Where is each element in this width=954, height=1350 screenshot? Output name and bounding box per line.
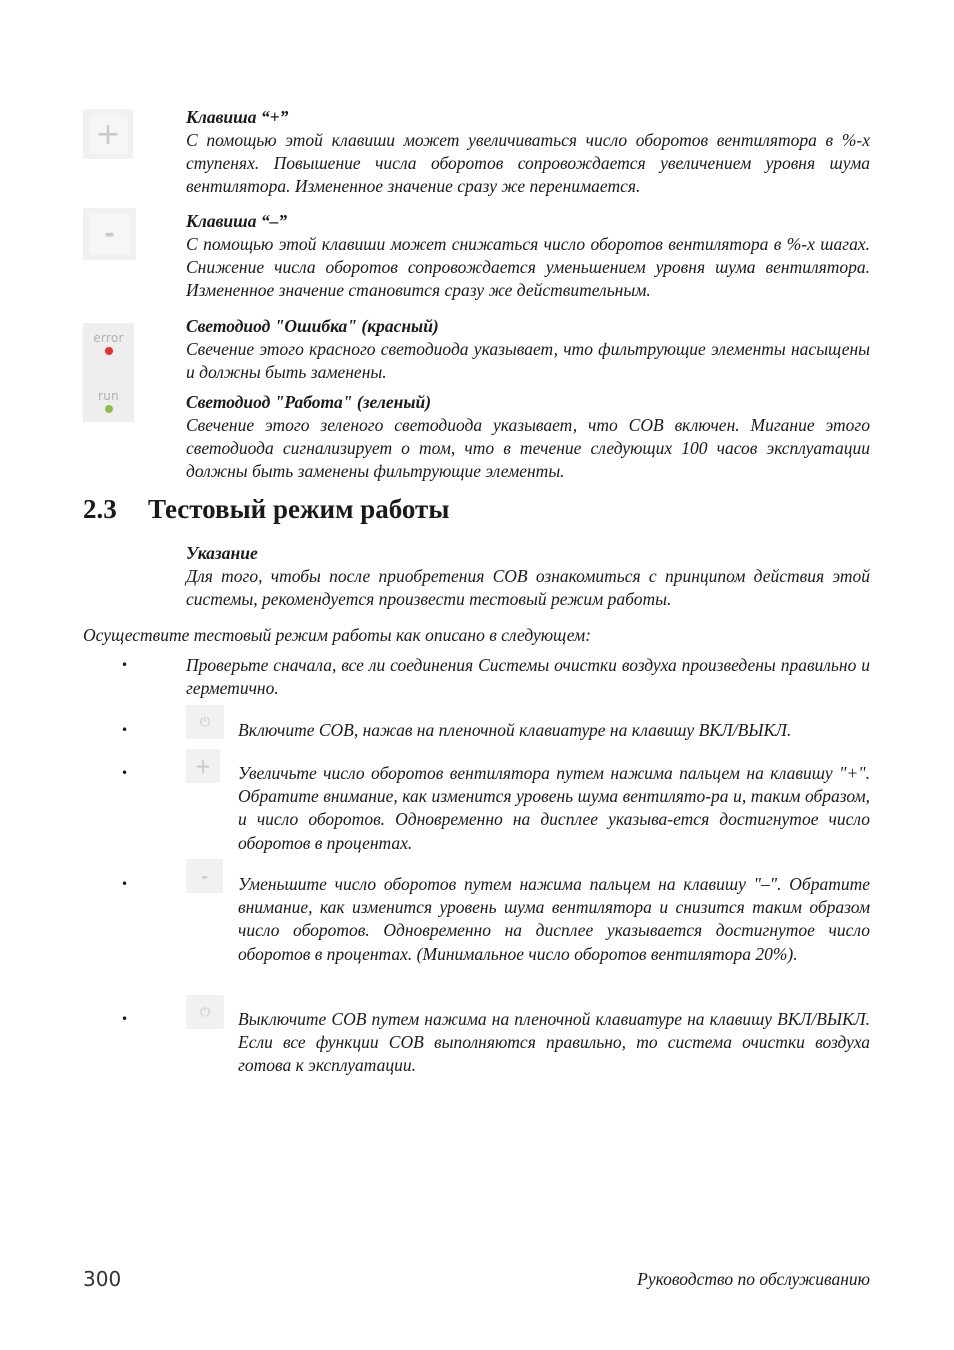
power-icon: ⏻ — [186, 995, 224, 1029]
plus-key-text: С помощью этой клавиши может увеличиваться число оборотов вентилятора в %-х ступенях. Повышение числа оборотов сопровождается увеличением уровня шума вентилятора. Измененное значение сразу же перенимается. — [186, 130, 870, 197]
error-led-icon — [105, 347, 113, 355]
plus-icon: + — [186, 749, 220, 783]
bullet: • — [121, 766, 129, 780]
page-number: 300 — [83, 1267, 122, 1291]
error-led-text: Свечение этого красного светодиода указывает, что фильтрующие элементы насыщены и должны быть заменены. — [186, 339, 870, 383]
plus-key-title: Клавиша “+” — [186, 107, 289, 127]
minus-key-description — [186, 210, 870, 303]
run-led-title: Светодиод "Работа" (зеленый) — [186, 392, 432, 412]
run-led-text: Свечение этого зеленого светодиода указывает, что СОВ включен. Мигание этого светодиода сигнализирует о том, что в течение следующих 100 часов эксплуатации должны быть заменены фильтрующие элементы. — [186, 415, 870, 482]
minus-key-text: С помощью этой клавиши может снижаться число оборотов вентилятора в %-х шагах. Снижение числа оборотов сопровождается уменьшением уровня шума вентилятора. Измененное значение становится сразу же действительным. — [186, 234, 870, 301]
section-number: 2.3 — [83, 494, 117, 524]
step-increase-speed: Увеличьте число оборотов вентилятора путем нажима пальцем на клавишу "+". Обратите внимание, как изменится уровень шума вентилято-ра и, таким образом, и число оборотов. Одновременно на дисплее указыва-ется достигнутое число оборотов в процентах. — [238, 763, 870, 853]
run-led-icon — [105, 405, 113, 413]
plus-key-description — [186, 106, 870, 199]
minus-key-icon — [83, 208, 136, 260]
error-led-label: error — [93, 331, 124, 345]
minus-key-title: Клавиша “–” — [186, 211, 288, 231]
note-block — [186, 542, 870, 611]
plus-icon: + — [89, 115, 128, 154]
footer-title: Руководство по обслуживанию — [637, 1269, 870, 1289]
note-text: Для того, чтобы после приобретения СОВ ознакомиться с принципом действия этой системы, рекомендуется произвести тестовый режим работы. — [186, 566, 870, 610]
note-title: Указание — [186, 543, 258, 563]
led-panel — [83, 323, 134, 422]
step-power-off: Выключите СОВ путем нажима на пленочной клавиатуре на клавишу ВКЛ/ВЫКЛ. Если все функции СОВ выполняются правильно, то система очистки воздуха готова к эксплуатации. — [238, 1009, 870, 1076]
minus-icon: - — [186, 859, 223, 893]
run-led-description — [186, 391, 870, 484]
step-check-connections: Проверьте сначала, все ли соединения Системы очистки воздуха произведены правильно и герметично. — [186, 655, 870, 699]
step-power-on: Включите СОВ, нажав на пленочной клавиатуре на клавишу ВКЛ/ВЫКЛ. — [238, 720, 792, 740]
error-led-description — [186, 315, 870, 384]
step-decrease-speed: Уменьшите число оборотов путем нажима пальцем на клавишу "–". Обратите внимание, как изменится уровень шума вентилятора и снизится таким образом число оборотов. Одновременно на дисплее указывается достигнутое число оборотов в процентах. (Минимальное число оборотов вентилятора 20%). — [238, 874, 870, 964]
power-icon: ⏻ — [186, 705, 224, 739]
bullet: • — [121, 723, 129, 737]
minus-icon: - — [89, 214, 130, 255]
error-led-title: Светодиод "Ошибка" (красный) — [186, 316, 439, 336]
plus-key-icon — [83, 109, 133, 159]
run-led-label: run — [97, 389, 120, 403]
bullet: • — [121, 658, 129, 672]
intro-text: Осуществите тестовый режим работы как описано в следующем: — [83, 625, 592, 645]
section-title: Тестовый режим работы — [148, 494, 450, 524]
bullet: • — [121, 877, 129, 891]
bullet: • — [121, 1012, 129, 1026]
